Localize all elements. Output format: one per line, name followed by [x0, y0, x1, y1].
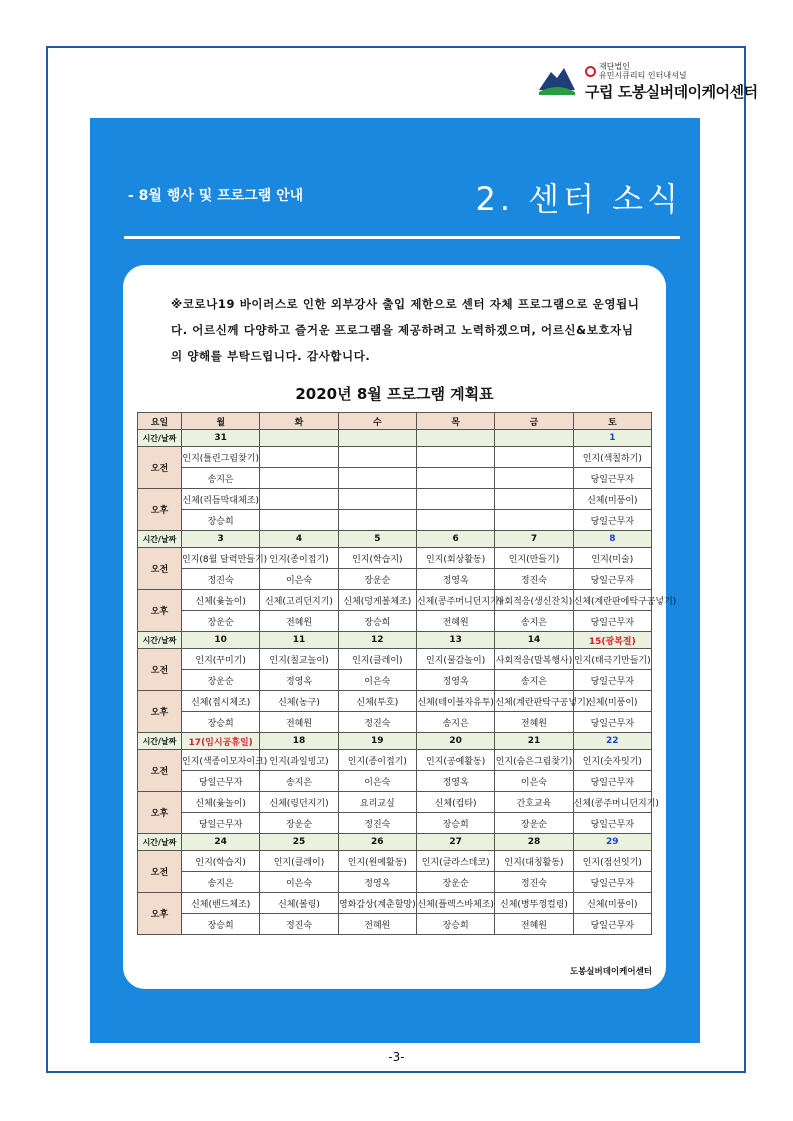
- staff-cell: 장승희: [416, 914, 494, 935]
- program-cell: 신체(컵타): [416, 792, 494, 813]
- date-cell: [338, 430, 416, 447]
- date-cell: 22: [573, 733, 651, 750]
- program-cell: [495, 447, 573, 468]
- date-cell: 8: [573, 531, 651, 548]
- staff-cell: [416, 510, 494, 531]
- afternoon-label: 오후: [138, 792, 182, 834]
- morning-label: 오전: [138, 851, 182, 893]
- afternoon-staff-row: [138, 510, 652, 531]
- date-cell: 26: [338, 834, 416, 851]
- date-cell: 21: [495, 733, 573, 750]
- table-footer-org: 도봉실버데이케어센터: [569, 967, 652, 977]
- program-cell: 인지(클레이): [338, 649, 416, 670]
- date-cell: 17(임시공휴일): [182, 733, 260, 750]
- staff-cell: 이은숙: [260, 569, 338, 590]
- program-cell: 간호교육: [495, 792, 573, 813]
- staff-cell: 송지은: [182, 468, 260, 489]
- program-cell: 신체(접시체조): [182, 691, 260, 712]
- header-cell: 수: [338, 413, 416, 430]
- program-cell: 신체(계란판탁구공넣기): [495, 691, 573, 712]
- title-divider: [124, 236, 680, 239]
- morning-label: 오전: [138, 750, 182, 792]
- date-row-label: 시간/날짜: [138, 834, 182, 851]
- program-cell: 인지(공예활동): [416, 750, 494, 771]
- staff-cell: 송지은: [495, 670, 573, 691]
- staff-cell: 당일근무자: [573, 712, 651, 733]
- program-cell: [338, 489, 416, 510]
- date-row: [138, 430, 652, 447]
- morning-label: 오전: [138, 649, 182, 691]
- program-cell: 인지(클레이): [260, 851, 338, 872]
- staff-cell: 장운순: [182, 670, 260, 691]
- program-cell: 인지(과일빙고): [260, 750, 338, 771]
- date-row-label: 시간/날짜: [138, 632, 182, 649]
- program-cell: 인지(종이접기): [260, 548, 338, 569]
- staff-cell: 송지은: [416, 712, 494, 733]
- staff-cell: 송지은: [495, 611, 573, 632]
- date-cell: 14: [495, 632, 573, 649]
- program-cell: 인지(칠교놀이): [260, 649, 338, 670]
- staff-cell: 장승희: [182, 510, 260, 531]
- program-cell: [338, 447, 416, 468]
- afternoon-staff-row: [138, 813, 652, 834]
- afternoon-staff-row: [138, 712, 652, 733]
- staff-cell: [338, 468, 416, 489]
- schedule-title: 2020년 8월 프로그램 계획표: [295, 385, 494, 403]
- header-cell: 월: [182, 413, 260, 430]
- morning-program-row: [138, 851, 652, 872]
- header-cell: 토: [573, 413, 651, 430]
- mountain-logo-icon: [537, 64, 577, 96]
- afternoon-label: 오후: [138, 489, 182, 531]
- staff-cell: 장운순: [182, 611, 260, 632]
- section-subtitle: - 8월 행사 및 프로그램 안내: [128, 188, 304, 204]
- staff-cell: 장승희: [182, 914, 260, 935]
- program-cell: 신체(콩주머니던지기): [416, 590, 494, 611]
- staff-cell: 정진숙: [182, 569, 260, 590]
- program-cell: 인지(학습지): [182, 851, 260, 872]
- program-cell: 신체(테이블자유투): [416, 691, 494, 712]
- program-cell: 신체(밴드체조): [182, 893, 260, 914]
- afternoon-program-row: [138, 792, 652, 813]
- staff-cell: 전혜원: [495, 712, 573, 733]
- header-cell: 금: [495, 413, 573, 430]
- staff-cell: 정영옥: [416, 670, 494, 691]
- staff-cell: 당일근무자: [573, 771, 651, 792]
- program-cell: 인지(숫자잇기): [573, 750, 651, 771]
- staff-cell: [338, 510, 416, 531]
- date-cell: 7: [495, 531, 573, 548]
- program-cell: 인지(색종이모자이크): [182, 750, 260, 771]
- staff-cell: 정진숙: [495, 872, 573, 893]
- staff-cell: 장운순: [416, 872, 494, 893]
- section-title: 2. 센터 소식: [475, 180, 682, 218]
- program-cell: 신체(플렉스바체조): [416, 893, 494, 914]
- news-panel: [90, 118, 700, 1043]
- table-header-row: [138, 413, 652, 430]
- center-name: 구립 도봉실버데이케어센터: [585, 83, 758, 101]
- date-row-label: 시간/날짜: [138, 531, 182, 548]
- program-cell: 인지(물감놀이): [416, 649, 494, 670]
- morning-staff-row: [138, 569, 652, 590]
- afternoon-staff-row: [138, 611, 652, 632]
- date-cell: 29: [573, 834, 651, 851]
- staff-cell: 장운순: [338, 569, 416, 590]
- staff-cell: [495, 510, 573, 531]
- date-cell: 3: [182, 531, 260, 548]
- header-cell: 목: [416, 413, 494, 430]
- staff-cell: 전혜원: [260, 712, 338, 733]
- date-cell: 13: [416, 632, 494, 649]
- date-cell: 1: [573, 430, 651, 447]
- staff-cell: 정영옥: [260, 670, 338, 691]
- seal-icon: [585, 66, 596, 77]
- staff-cell: 장운순: [495, 813, 573, 834]
- program-cell: 인지(8월 달력만들기): [182, 548, 260, 569]
- morning-label: 오전: [138, 447, 182, 489]
- date-cell: [495, 430, 573, 447]
- staff-cell: 정진숙: [495, 569, 573, 590]
- staff-cell: 장승희: [338, 611, 416, 632]
- program-cell: 인지(회상활동): [416, 548, 494, 569]
- afternoon-program-row: [138, 691, 652, 712]
- date-cell: 24: [182, 834, 260, 851]
- staff-cell: 당일근무자: [573, 813, 651, 834]
- staff-cell: 정진숙: [260, 914, 338, 935]
- staff-cell: 전혜원: [338, 914, 416, 935]
- afternoon-label: 오후: [138, 691, 182, 733]
- staff-cell: 이은숙: [338, 771, 416, 792]
- staff-cell: 장운순: [260, 813, 338, 834]
- afternoon-program-row: [138, 893, 652, 914]
- staff-cell: 당일근무자: [573, 872, 651, 893]
- staff-cell: 전혜원: [416, 611, 494, 632]
- center-logo: [537, 60, 758, 102]
- program-cell: [416, 489, 494, 510]
- date-cell: [260, 430, 338, 447]
- program-cell: 사회적응(생신잔치): [495, 590, 573, 611]
- program-cell: 인지(꾸미기): [182, 649, 260, 670]
- date-cell: 27: [416, 834, 494, 851]
- date-cell: 10: [182, 632, 260, 649]
- date-cell: 28: [495, 834, 573, 851]
- staff-cell: [495, 468, 573, 489]
- staff-cell: 당일근무자: [182, 771, 260, 792]
- program-cell: [260, 447, 338, 468]
- notice-text: ※코로나19 바이러스로 인한 외부강사 출입 제한으로 센터 자체 프로그램으로 운영됩니다. 어르신께 다양하고 즐거운 프로그램을 제공하려고 노력하겠으며, 어르신&보호자님의 양해를 부탁드립니다. 감사합니다.: [171, 297, 640, 363]
- staff-cell: 이은숙: [260, 872, 338, 893]
- date-cell: 4: [260, 531, 338, 548]
- date-cell: 31: [182, 430, 260, 447]
- staff-cell: 장승희: [416, 813, 494, 834]
- date-cell: 19: [338, 733, 416, 750]
- staff-cell: [260, 510, 338, 531]
- staff-cell: 당일근무자: [573, 510, 651, 531]
- program-cell: 영화감상(계춘할망): [338, 893, 416, 914]
- program-cell: 신체(링던지기): [260, 792, 338, 813]
- date-cell: 5: [338, 531, 416, 548]
- date-cell: 18: [260, 733, 338, 750]
- date-cell: 20: [416, 733, 494, 750]
- staff-cell: 이은숙: [495, 771, 573, 792]
- morning-program-row: [138, 548, 652, 569]
- program-schedule-table: [137, 412, 677, 935]
- date-row-label: 시간/날짜: [138, 430, 182, 447]
- date-row: [138, 733, 652, 750]
- date-cell: 6: [416, 531, 494, 548]
- program-cell: 신체(윷놀이): [182, 792, 260, 813]
- staff-cell: 당일근무자: [573, 914, 651, 935]
- program-cell: 인지(미술): [573, 548, 651, 569]
- program-cell: 신체(농구): [260, 691, 338, 712]
- staff-cell: [260, 468, 338, 489]
- afternoon-program-row: [138, 489, 652, 510]
- date-row-label: 시간/날짜: [138, 733, 182, 750]
- program-cell: 사회적응(말복행사): [495, 649, 573, 670]
- staff-cell: 정영옥: [416, 569, 494, 590]
- date-row: [138, 834, 652, 851]
- staff-cell: 정진숙: [338, 712, 416, 733]
- header-cell: 화: [260, 413, 338, 430]
- program-cell: 인지(색칠하기): [573, 447, 651, 468]
- org-small-line-2: 유민시큐리티 인터내셔널: [599, 71, 687, 80]
- org-affiliation: [585, 62, 687, 80]
- program-cell: 신체(계란판에탁구공넣기): [573, 590, 651, 611]
- afternoon-staff-row: [138, 914, 652, 935]
- program-cell: 인지(학습지): [338, 548, 416, 569]
- staff-cell: 당일근무자: [573, 670, 651, 691]
- date-cell: 11: [260, 632, 338, 649]
- staff-cell: [416, 468, 494, 489]
- program-cell: 신체(윷놀이): [182, 590, 260, 611]
- staff-cell: 당일근무자: [182, 813, 260, 834]
- program-cell: 인지(점선잇기): [573, 851, 651, 872]
- program-cell: 신체(볼링): [260, 893, 338, 914]
- program-cell: 신체(미풍이): [573, 893, 651, 914]
- program-cell: 신체(투호): [338, 691, 416, 712]
- program-cell: 인지(틀린그림찾기): [182, 447, 260, 468]
- header-cell: 요일: [138, 413, 182, 430]
- program-cell: 신체(고리던지기): [260, 590, 338, 611]
- afternoon-program-row: [138, 590, 652, 611]
- morning-program-row: [138, 447, 652, 468]
- program-cell: 인지(대칭활동): [495, 851, 573, 872]
- staff-cell: 당일근무자: [573, 611, 651, 632]
- date-row: [138, 632, 652, 649]
- staff-cell: 정영옥: [416, 771, 494, 792]
- staff-cell: 송지은: [260, 771, 338, 792]
- page-number: -3-: [388, 1050, 405, 1064]
- staff-cell: 장승희: [182, 712, 260, 733]
- program-cell: 신체(덩게볼체조): [338, 590, 416, 611]
- program-cell: [260, 489, 338, 510]
- program-cell: 신체(리듬막대체조): [182, 489, 260, 510]
- morning-program-row: [138, 649, 652, 670]
- morning-staff-row: [138, 670, 652, 691]
- staff-cell: 전혜원: [260, 611, 338, 632]
- schedule-card: [123, 265, 677, 989]
- staff-cell: 송지은: [182, 872, 260, 893]
- date-cell: [416, 430, 494, 447]
- morning-staff-row: [138, 468, 652, 489]
- program-cell: 인지(글라스데코): [416, 851, 494, 872]
- staff-cell: 이은숙: [338, 670, 416, 691]
- date-row: [138, 531, 652, 548]
- program-cell: 신체(미풍이): [573, 489, 651, 510]
- afternoon-label: 오후: [138, 590, 182, 632]
- date-cell: 25: [260, 834, 338, 851]
- date-cell: 12: [338, 632, 416, 649]
- program-cell: 요리교실: [338, 792, 416, 813]
- morning-staff-row: [138, 872, 652, 893]
- morning-label: 오전: [138, 548, 182, 590]
- staff-cell: 당일근무자: [573, 569, 651, 590]
- program-cell: [416, 447, 494, 468]
- staff-cell: 전혜원: [495, 914, 573, 935]
- program-cell: 인지(태극기만들기): [573, 649, 651, 670]
- program-cell: 신체(미풍이): [573, 691, 651, 712]
- program-cell: 신체(병뚜껑컬링): [495, 893, 573, 914]
- program-cell: 신체(콩주머니던지기): [573, 792, 651, 813]
- program-cell: 인지(원예활동): [338, 851, 416, 872]
- program-cell: 인지(종이접기): [338, 750, 416, 771]
- staff-cell: 당일근무자: [573, 468, 651, 489]
- program-cell: [495, 489, 573, 510]
- program-cell: 인지(만들기): [495, 548, 573, 569]
- date-cell: 15(광복절): [573, 632, 651, 649]
- staff-cell: 정영옥: [338, 872, 416, 893]
- morning-staff-row: [138, 771, 652, 792]
- morning-program-row: [138, 750, 652, 771]
- afternoon-label: 오후: [138, 893, 182, 935]
- org-small-line-1: 재단법인: [599, 62, 630, 71]
- program-cell: 인지(숨은그림찾기): [495, 750, 573, 771]
- staff-cell: 정진숙: [338, 813, 416, 834]
